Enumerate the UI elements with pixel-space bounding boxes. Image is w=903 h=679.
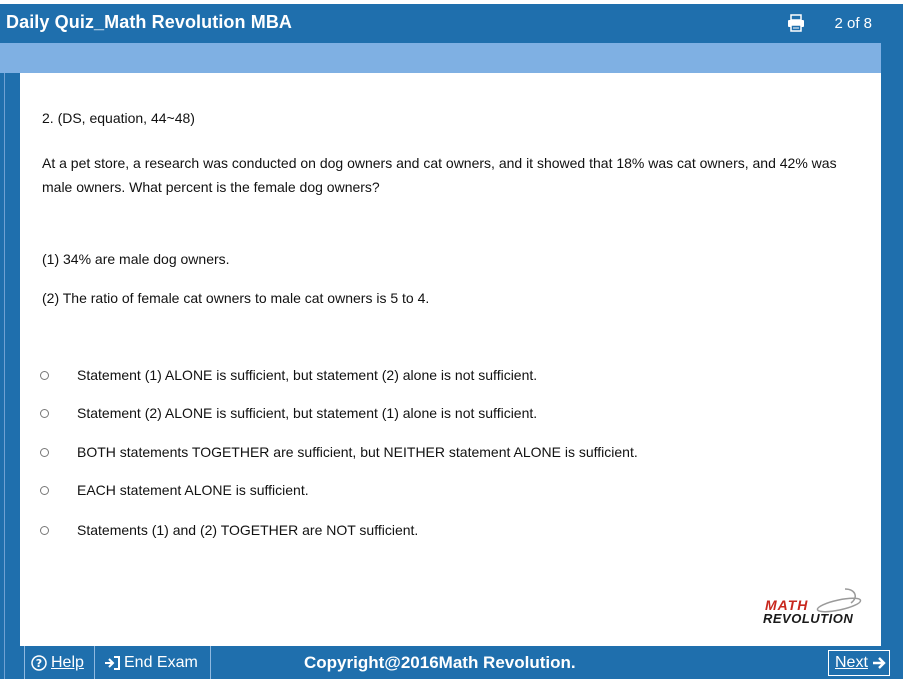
radio-icon[interactable] xyxy=(40,486,49,495)
next-button[interactable] xyxy=(828,650,890,676)
answer-choice-d[interactable] xyxy=(40,479,309,501)
right-rail xyxy=(881,73,903,679)
bottom-bar xyxy=(20,646,881,679)
choice-label: BOTH statements TOGETHER are sufficient, but NEITHER statement ALONE is sufficient. xyxy=(77,444,638,460)
radio-icon[interactable] xyxy=(40,526,49,535)
question-stem: At a pet store, a research was conducted on dog owners and cat owners, and it showed that 18% was cat owners, and 42% was male owners. What percent is the female dog owners? xyxy=(42,155,837,195)
answer-choice-b[interactable] xyxy=(40,402,537,424)
help-button[interactable] xyxy=(24,646,95,679)
copyright-text: Copyright@2016Math Revolution. xyxy=(304,653,576,672)
math-revolution-logo xyxy=(763,587,867,627)
window-title: Daily Quiz_Math Revolution MBA xyxy=(6,12,293,32)
help-icon xyxy=(31,655,47,671)
title-bar xyxy=(0,4,903,43)
toolbar-edge xyxy=(881,43,903,73)
help-label: Help xyxy=(51,653,84,671)
printer-icon[interactable] xyxy=(786,14,806,32)
question-panel xyxy=(20,73,881,646)
choice-label: EACH statement ALONE is sufficient. xyxy=(77,482,309,498)
answer-choice-a[interactable] xyxy=(40,364,537,386)
logo-swoosh-icon xyxy=(815,587,867,613)
statement-2: (2) The ratio of female cat owners to male cat owners is 5 to 4. xyxy=(42,290,430,306)
choice-label: Statement (1) ALONE is sufficient, but statement (2) alone is not sufficient. xyxy=(77,367,538,383)
end-exam-label: End Exam xyxy=(124,653,198,671)
statement-1: (1) 34% are male dog owners. xyxy=(42,251,230,267)
exit-icon xyxy=(104,656,120,670)
radio-icon[interactable] xyxy=(40,371,49,380)
next-label: Next xyxy=(835,654,868,671)
svg-text:?: ? xyxy=(35,656,43,670)
logo-line-2: REVOLUTION xyxy=(763,611,854,626)
logo-line-1: MATH xyxy=(765,597,809,613)
question-counter: 2 of 8 xyxy=(834,15,872,32)
end-exam-button[interactable] xyxy=(95,646,211,679)
radio-icon[interactable] xyxy=(40,409,49,418)
arrow-right-icon xyxy=(872,656,888,670)
answer-choice-c[interactable] xyxy=(40,441,638,463)
question-id: 2. (DS, equation, 44~48) xyxy=(42,110,195,126)
choice-label: Statement (2) ALONE is sufficient, but statement (1) alone is not sufficient. xyxy=(77,405,538,421)
answer-choice-e[interactable] xyxy=(40,519,418,541)
toolbar-strip xyxy=(0,43,881,73)
choice-label: Statements (1) and (2) TOGETHER are NOT sufficient. xyxy=(77,522,419,538)
radio-icon[interactable] xyxy=(40,448,49,457)
left-rail xyxy=(0,73,20,679)
